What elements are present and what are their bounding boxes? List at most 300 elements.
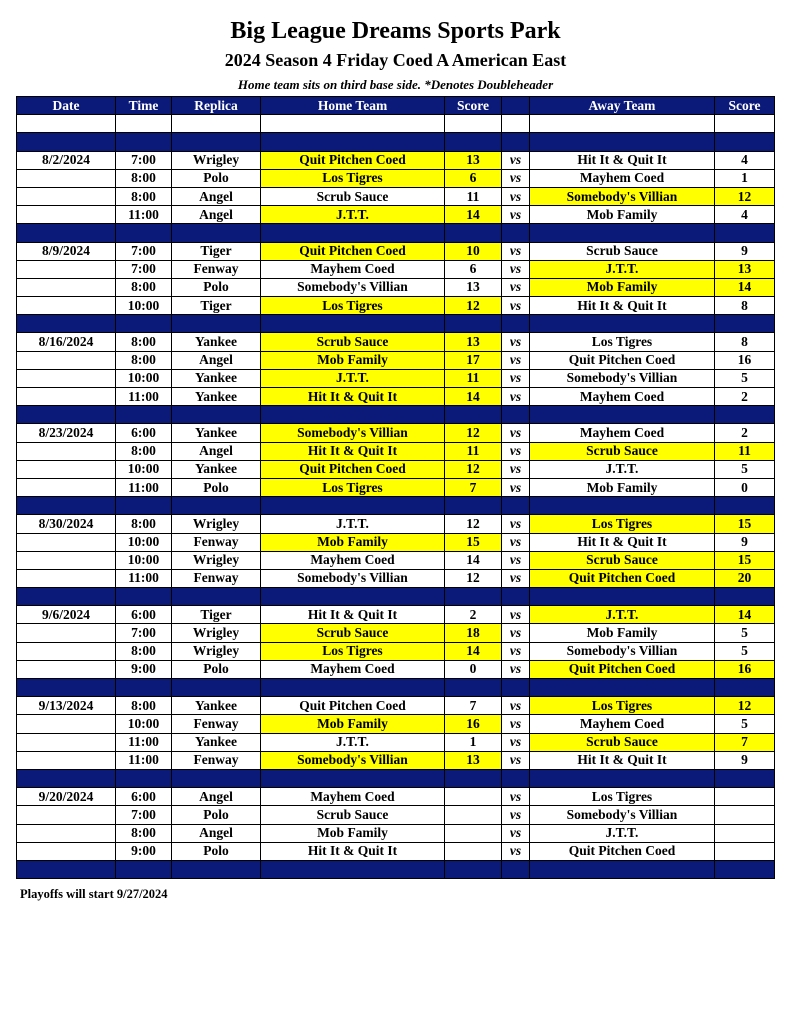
game-row [17,297,775,315]
separator-cell [530,860,715,878]
vs-cell: vs [502,388,530,406]
col-header-away-score: Score [715,97,775,115]
time-cell: 7:00 [116,806,172,824]
time-cell: 8:00 [116,278,172,296]
away-team-cell: Mayhem Coed [530,424,715,442]
vs-cell: vs [502,442,530,460]
date-cell [17,369,116,387]
separator-cell [715,406,775,424]
separator-cell [172,406,261,424]
separator-cell [502,315,530,333]
home-team-cell: Mayhem Coed [261,551,445,569]
col-header-time: Time [116,97,172,115]
separator-cell [261,860,445,878]
home-score-cell: 13 [445,151,502,169]
home-team-cell: Hit It & Quit It [261,842,445,860]
game-row [17,842,775,860]
home-team-cell: Scrub Sauce [261,333,445,351]
home-score-cell: 13 [445,278,502,296]
replica-field-cell: Angel [172,187,261,205]
game-row [17,424,775,442]
vs-cell: vs [502,715,530,733]
game-row [17,278,775,296]
home-team-cell: Quit Pitchen Coed [261,697,445,715]
separator-cell [715,224,775,242]
home-team-cell: Quit Pitchen Coed [261,151,445,169]
replica-field-cell: Polo [172,660,261,678]
separator-cell [172,224,261,242]
game-row [17,660,775,678]
separator-cell [502,588,530,606]
game-row [17,569,775,587]
replica-field-cell: Angel [172,206,261,224]
home-team-cell: Somebody's Villian [261,424,445,442]
home-team-cell: J.T.T. [261,206,445,224]
schedule-table [16,96,775,879]
home-team-cell: Hit It & Quit It [261,388,445,406]
home-team-cell: Mayhem Coed [261,260,445,278]
away-score-cell: 9 [715,242,775,260]
vs-cell: vs [502,242,530,260]
separator-cell [261,315,445,333]
away-team-cell: Los Tigres [530,788,715,806]
home-team-cell: Somebody's Villian [261,569,445,587]
home-score-cell: 7 [445,697,502,715]
away-team-cell: Quit Pitchen Coed [530,351,715,369]
home-score-cell: 12 [445,424,502,442]
home-score-cell [445,806,502,824]
away-score-cell: 4 [715,206,775,224]
replica-field-cell: Polo [172,842,261,860]
vs-cell: vs [502,551,530,569]
playoffs-note: Playoffs will start 9/27/2024 [20,887,168,901]
game-row [17,442,775,460]
separator-cell [116,406,172,424]
away-score-cell: 15 [715,551,775,569]
date-cell [17,715,116,733]
vs-cell: vs [502,733,530,751]
time-cell: 10:00 [116,460,172,478]
away-team-cell: Hit It & Quit It [530,533,715,551]
vs-cell: vs [502,642,530,660]
home-score-cell: 0 [445,660,502,678]
away-score-cell: 5 [715,642,775,660]
date-cell [17,351,116,369]
week-separator-row [17,497,775,515]
game-row [17,460,775,478]
replica-field-cell: Angel [172,824,261,842]
game-row [17,715,775,733]
game-row [17,260,775,278]
home-score-cell: 16 [445,715,502,733]
away-score-cell: 8 [715,297,775,315]
separator-cell [502,679,530,697]
replica-field-cell: Yankee [172,333,261,351]
home-score-cell: 6 [445,260,502,278]
vs-cell: vs [502,478,530,496]
separator-cell [261,679,445,697]
away-score-cell: 2 [715,424,775,442]
date-cell: 9/6/2024 [17,606,116,624]
date-cell [17,642,116,660]
away-score-cell: 5 [715,715,775,733]
date-cell [17,806,116,824]
separator-cell [445,860,502,878]
home-score-cell: 14 [445,642,502,660]
home-score-cell: 17 [445,351,502,369]
time-cell: 11:00 [116,733,172,751]
separator-cell [17,588,116,606]
replica-field-cell: Angel [172,351,261,369]
home-team-cell: J.T.T. [261,515,445,533]
vs-cell: vs [502,569,530,587]
home-team-cell: Somebody's Villian [261,751,445,769]
separator-cell [715,679,775,697]
week-separator-row [17,406,775,424]
date-cell [17,297,116,315]
separator-cell [116,588,172,606]
replica-field-cell: Yankee [172,697,261,715]
date-cell [17,660,116,678]
replica-field-cell: Fenway [172,260,261,278]
home-team-cell: Mayhem Coed [261,788,445,806]
away-score-cell: 16 [715,351,775,369]
separator-cell [116,224,172,242]
game-row [17,788,775,806]
away-score-cell: 9 [715,751,775,769]
separator-cell [445,497,502,515]
time-cell: 10:00 [116,297,172,315]
date-cell [17,551,116,569]
replica-field-cell: Yankee [172,388,261,406]
home-score-cell [445,788,502,806]
game-row [17,533,775,551]
vs-cell: vs [502,369,530,387]
separator-cell [530,588,715,606]
home-team-cell: Los Tigres [261,642,445,660]
home-team-cell: J.T.T. [261,733,445,751]
away-team-cell: Scrub Sauce [530,551,715,569]
separator-cell [116,860,172,878]
replica-field-cell: Yankee [172,369,261,387]
date-cell [17,478,116,496]
away-score-cell: 14 [715,606,775,624]
away-score-cell: 15 [715,515,775,533]
time-cell: 11:00 [116,206,172,224]
replica-field-cell: Wrigley [172,642,261,660]
home-team-cell: Quit Pitchen Coed [261,242,445,260]
date-cell [17,533,116,551]
home-team-cell: Scrub Sauce [261,806,445,824]
game-row [17,151,775,169]
away-team-cell: J.T.T. [530,824,715,842]
replica-field-cell: Fenway [172,715,261,733]
col-header-vs [502,97,530,115]
replica-field-cell: Fenway [172,569,261,587]
away-team-cell: Somebody's Villian [530,806,715,824]
separator-cell [502,224,530,242]
away-team-cell: Mob Family [530,478,715,496]
separator-cell [530,679,715,697]
date-cell [17,187,116,205]
home-score-cell: 12 [445,297,502,315]
separator-cell [445,769,502,787]
separator-cell [172,133,261,151]
away-team-cell: Somebody's Villian [530,369,715,387]
col-header-replica: Replica [172,97,261,115]
home-team-cell: Los Tigres [261,297,445,315]
home-score-cell: 1 [445,733,502,751]
time-cell: 11:00 [116,478,172,496]
away-score-cell: 11 [715,442,775,460]
away-score-cell: 0 [715,478,775,496]
date-cell: 8/9/2024 [17,242,116,260]
vs-cell: vs [502,278,530,296]
time-cell: 10:00 [116,369,172,387]
away-score-cell: 7 [715,733,775,751]
home-score-cell: 18 [445,624,502,642]
time-cell: 8:00 [116,642,172,660]
separator-cell [715,133,775,151]
league-subtitle: 2024 Season 4 Friday Coed A American East [224,50,567,70]
game-row [17,369,775,387]
away-score-cell: 14 [715,278,775,296]
week-separator-row [17,769,775,787]
replica-field-cell: Tiger [172,242,261,260]
vs-cell: vs [502,824,530,842]
separator-cell [445,133,502,151]
home-team-cell: J.T.T. [261,369,445,387]
game-row [17,242,775,260]
away-team-cell: J.T.T. [530,260,715,278]
away-score-cell: 1 [715,169,775,187]
vs-cell: vs [502,533,530,551]
home-team-cell: Mob Family [261,824,445,842]
time-cell: 8:00 [116,515,172,533]
col-header-home-score: Score [445,97,502,115]
separator-cell [116,497,172,515]
schedule-note: Home team sits on third base side. *Denotes Doubleheader [237,77,554,92]
away-team-cell: Quit Pitchen Coed [530,660,715,678]
separator-cell [502,133,530,151]
game-row [17,733,775,751]
replica-field-cell: Tiger [172,297,261,315]
separator-cell [715,588,775,606]
table-header-row [17,97,775,115]
away-team-cell: Scrub Sauce [530,733,715,751]
vs-cell: vs [502,515,530,533]
away-team-cell: Mob Family [530,624,715,642]
time-cell: 8:00 [116,187,172,205]
separator-cell [530,133,715,151]
replica-field-cell: Wrigley [172,551,261,569]
home-score-cell: 7 [445,478,502,496]
game-row [17,206,775,224]
date-cell [17,169,116,187]
separator-cell [172,497,261,515]
away-team-cell: J.T.T. [530,606,715,624]
date-cell [17,206,116,224]
game-row [17,551,775,569]
separator-cell [172,860,261,878]
replica-field-cell: Wrigley [172,624,261,642]
replica-field-cell: Fenway [172,533,261,551]
separator-cell [715,497,775,515]
vs-cell: vs [502,297,530,315]
separator-cell [445,679,502,697]
home-score-cell: 14 [445,551,502,569]
time-cell: 11:00 [116,569,172,587]
separator-cell [530,224,715,242]
home-score-cell: 13 [445,751,502,769]
time-cell: 8:00 [116,351,172,369]
home-score-cell: 14 [445,388,502,406]
separator-cell [172,679,261,697]
away-team-cell: Quit Pitchen Coed [530,842,715,860]
time-cell: 10:00 [116,715,172,733]
separator-cell [17,497,116,515]
home-score-cell: 12 [445,460,502,478]
time-cell: 8:00 [116,442,172,460]
separator-cell [715,860,775,878]
away-score-cell: 12 [715,697,775,715]
away-team-cell: Mob Family [530,206,715,224]
separator-cell [17,769,116,787]
time-cell: 11:00 [116,388,172,406]
game-row [17,824,775,842]
game-row [17,624,775,642]
home-team-cell: Scrub Sauce [261,187,445,205]
vs-cell: vs [502,788,530,806]
date-cell [17,824,116,842]
week-separator-row [17,860,775,878]
game-row [17,806,775,824]
separator-cell [172,769,261,787]
vs-cell: vs [502,187,530,205]
replica-field-cell: Yankee [172,460,261,478]
date-cell [17,442,116,460]
date-cell: 8/2/2024 [17,151,116,169]
vs-cell: vs [502,751,530,769]
home-score-cell [445,824,502,842]
date-cell [17,624,116,642]
vs-cell: vs [502,206,530,224]
separator-cell [172,588,261,606]
col-header-date: Date [17,97,116,115]
away-team-cell: Los Tigres [530,697,715,715]
time-cell: 6:00 [116,606,172,624]
home-score-cell: 11 [445,369,502,387]
game-row [17,351,775,369]
replica-field-cell: Tiger [172,606,261,624]
time-cell: 7:00 [116,242,172,260]
away-score-cell: 16 [715,660,775,678]
time-cell: 6:00 [116,788,172,806]
home-team-cell: Mob Family [261,533,445,551]
away-score-cell: 8 [715,333,775,351]
time-cell: 9:00 [116,842,172,860]
away-team-cell: Mayhem Coed [530,169,715,187]
away-score-cell [715,806,775,824]
time-cell: 8:00 [116,333,172,351]
replica-field-cell: Polo [172,169,261,187]
home-score-cell: 10 [445,242,502,260]
replica-field-cell: Yankee [172,733,261,751]
separator-cell [261,406,445,424]
date-cell: 8/23/2024 [17,424,116,442]
game-row [17,169,775,187]
separator-cell [261,133,445,151]
col-header-home-team: Home Team [261,97,445,115]
away-team-cell: Scrub Sauce [530,442,715,460]
replica-field-cell: Angel [172,442,261,460]
vs-cell: vs [502,806,530,824]
separator-cell [261,497,445,515]
game-row [17,478,775,496]
separator-cell [17,679,116,697]
away-score-cell: 5 [715,624,775,642]
vs-cell: vs [502,351,530,369]
time-cell: 7:00 [116,260,172,278]
separator-cell [17,224,116,242]
away-team-cell: Mob Family [530,278,715,296]
time-cell: 8:00 [116,697,172,715]
separator-cell [445,588,502,606]
week-separator-row [17,679,775,697]
vs-cell: vs [502,624,530,642]
replica-field-cell: Wrigley [172,151,261,169]
home-score-cell: 2 [445,606,502,624]
replica-field-cell: Angel [172,788,261,806]
home-score-cell: 11 [445,442,502,460]
game-row [17,187,775,205]
home-team-cell: Mob Family [261,715,445,733]
replica-field-cell: Yankee [172,424,261,442]
home-score-cell: 12 [445,515,502,533]
game-row [17,697,775,715]
game-row [17,751,775,769]
date-cell: 8/16/2024 [17,333,116,351]
blank-row [17,115,775,133]
separator-cell [445,224,502,242]
replica-field-cell: Wrigley [172,515,261,533]
replica-field-cell: Polo [172,278,261,296]
separator-cell [502,497,530,515]
home-team-cell: Los Tigres [261,169,445,187]
game-row [17,606,775,624]
vs-cell: vs [502,169,530,187]
separator-cell [116,679,172,697]
home-team-cell: Quit Pitchen Coed [261,460,445,478]
home-score-cell: 14 [445,206,502,224]
col-header-away-team: Away Team [530,97,715,115]
separator-cell [17,315,116,333]
separator-cell [116,769,172,787]
time-cell: 10:00 [116,533,172,551]
separator-cell [502,860,530,878]
vs-cell: vs [502,424,530,442]
away-team-cell: Los Tigres [530,333,715,351]
vs-cell: vs [502,151,530,169]
date-cell [17,751,116,769]
week-separator-row [17,224,775,242]
home-score-cell: 11 [445,187,502,205]
time-cell: 8:00 [116,169,172,187]
separator-cell [530,406,715,424]
separator-cell [445,406,502,424]
time-cell: 9:00 [116,660,172,678]
replica-field-cell: Polo [172,806,261,824]
